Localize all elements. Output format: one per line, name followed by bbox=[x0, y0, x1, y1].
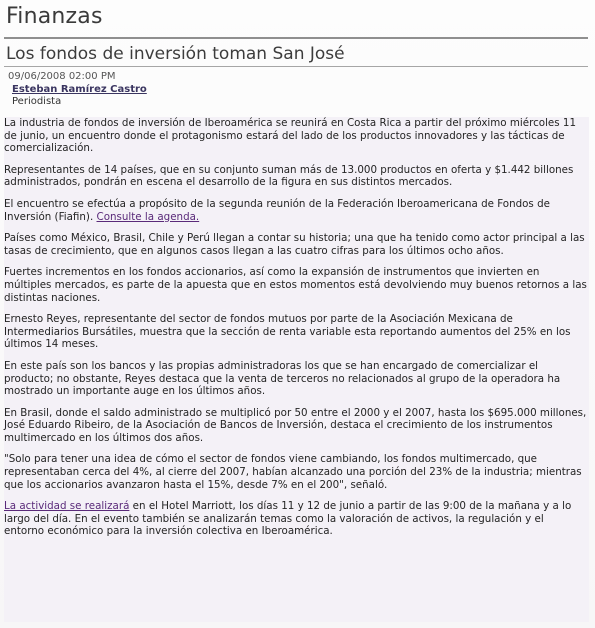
paragraph-6: Ernesto Reyes, representante del sector de fondos mutuos por parte de la Asociación Mexicana de Intermediarios Bursátiles, muestra que la sección de renta variable esta reportando aumentos del 25% en los últimos 14 meses. bbox=[4, 313, 571, 351]
article-date: 09/06/2008 02:00 PM bbox=[8, 71, 116, 82]
section-title: Finanzas bbox=[6, 4, 103, 29]
paragraph-8: En Brasil, donde el saldo administrado se multiplicó por 50 entre el 2000 y el 2007, hasta los $695.000 millones, José Eduardo Ribeiro, de la Asociación de Bancos de Inversión, destaca el crecimiento de los instrumentos multimercado en los últimos dos años. bbox=[4, 406, 587, 444]
article-title: Los fondos de inversión toman San José bbox=[6, 44, 345, 64]
agenda-link[interactable]: Consulte la agenda. bbox=[96, 210, 200, 223]
paragraph-9: "Solo para tener una idea de cómo el sector de fondos viene cambiando, los fondos multimercado, que representaban cerca del 4%, al cierre del 2007, habían alcanzado una porción del 23% de la industria; mientras que los accionarios avanzaron hasta el 15%, desde 7% en el 200", señaló. bbox=[4, 453, 582, 491]
section-divider bbox=[4, 37, 588, 39]
paragraph-5: Fuertes incrementos en los fondos accionarios, así como la expansión de instrumentos que invierten en múltiples mercados, es parte de la apuesta que en estos momentos está devolviendo muy buenos retornos a las distintas naciones. bbox=[4, 266, 587, 304]
paragraph-1: La industria de fondos de inversión de Iberoamérica se reunirá en Costa Rica a partir del próximo miércoles 11 de junio, un encuentro donde el protagonismo estará del lado de los productos innovadores y las tácticas de comercialización. bbox=[4, 117, 577, 155]
paragraph-2: Representantes de 14 países, que en su conjunto suman más de 13.000 productos en oferta y $1.442 billones administrados, pondrán en escena el desarrollo de la figura en sus distintos mercados. bbox=[4, 163, 574, 189]
paragraph-4: Países como México, Brasil, Chile y Perú llegan a contar su historia; una que ha tenido como actor principal a las tasas de crecimiento, que en algunos casos llegan a las cuatro cifras para los últimos ocho años. bbox=[4, 232, 585, 257]
author-role: Periodista bbox=[12, 96, 62, 107]
author-link[interactable]: Esteban Ramírez Castro bbox=[12, 84, 147, 95]
paragraph-10-text: en el Hotel Marriott, los días 11 y 12 de junio a partir de las 9:00 de la mañana y a lo largo del día. En el evento también se analizarán temas como la valoración de activos, la regulación y el entorno económico para la inversión colectiva en Iberoamérica. bbox=[4, 500, 572, 538]
paragraph-10 bbox=[4, 500, 589, 538]
title-divider bbox=[4, 66, 588, 67]
paragraph-7: En este país son los bancos y las propias administradoras los que se han encargado de comercializar el producto; no obstante, Reyes destaca que la venta de terceros no relacionados al grupo de la operadora ha mostrado un importante auge en los últimos años. bbox=[4, 359, 561, 398]
paragraph-3-text: El encuentro se efectúa a propósito de la segunda reunión de la Federación Iberoamericana de Fondos de Inversión (Fiafin). bbox=[4, 197, 550, 223]
paragraph-3 bbox=[4, 198, 589, 223]
article-body bbox=[4, 117, 589, 622]
event-link[interactable]: La actividad se realizará bbox=[4, 500, 130, 513]
